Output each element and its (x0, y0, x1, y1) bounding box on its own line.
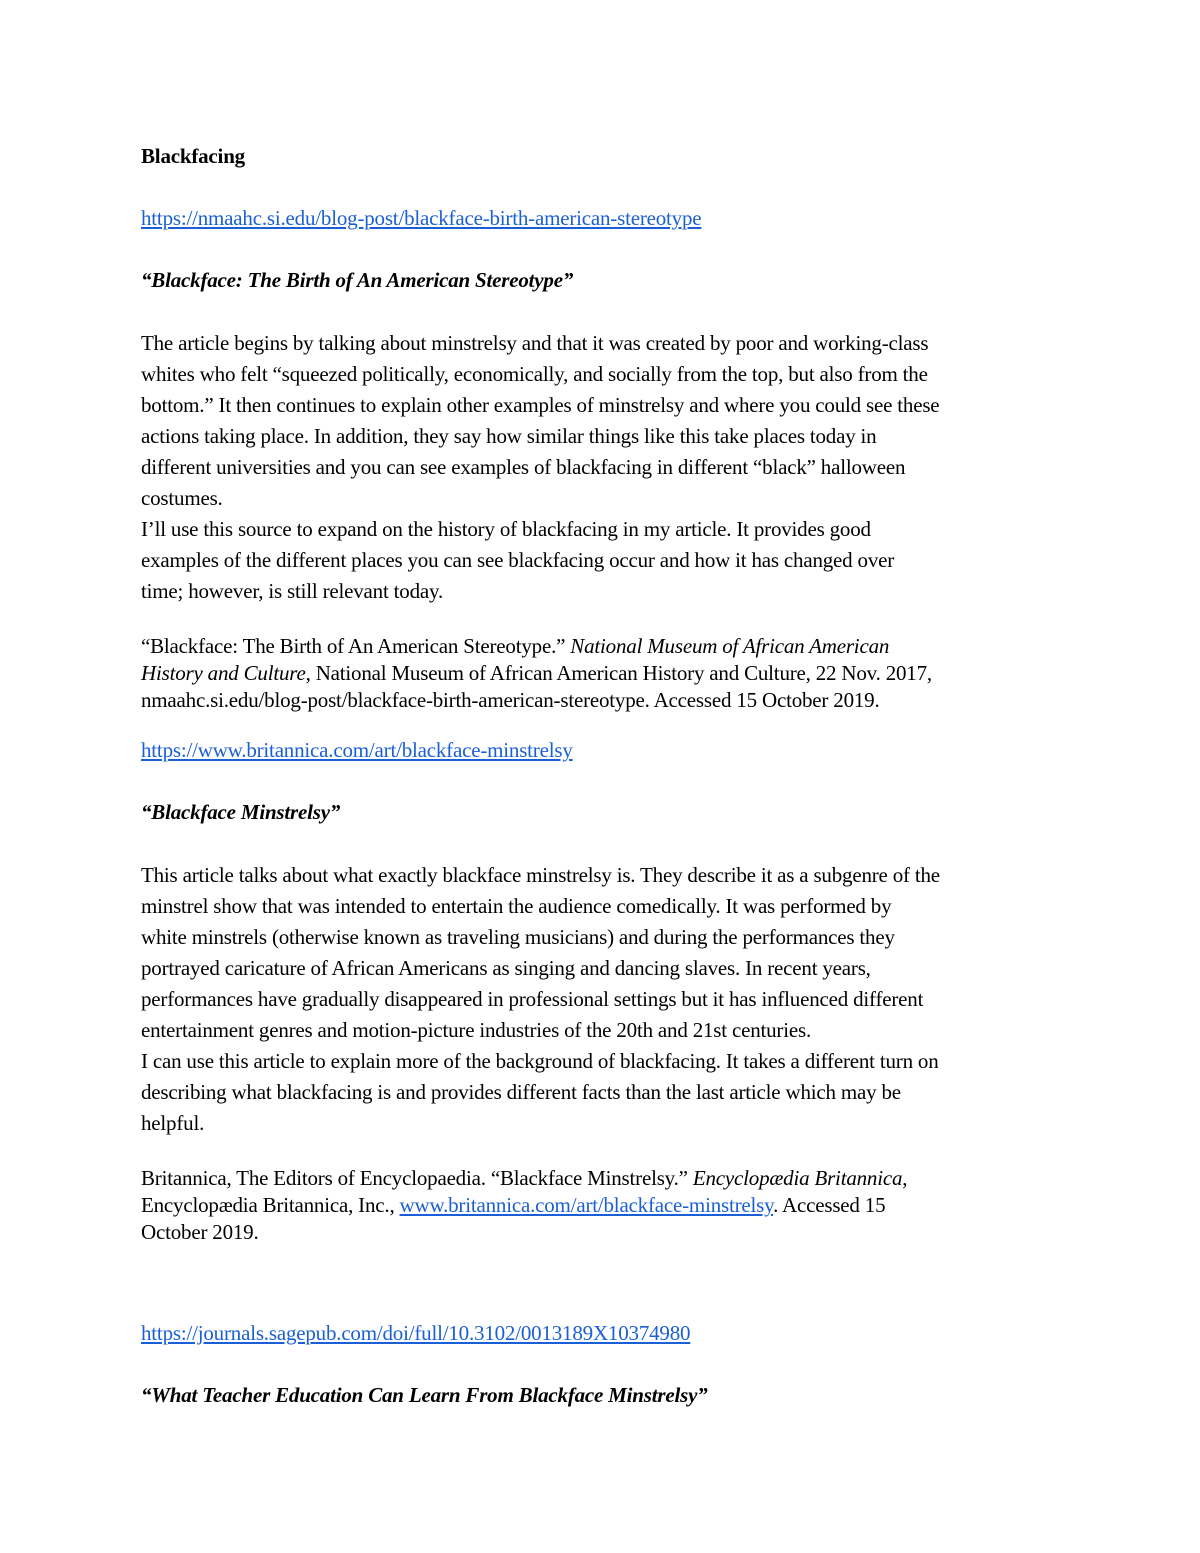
summary-line: helpful. (141, 1111, 205, 1135)
article-title: “Blackface Minstrelsy” (141, 800, 341, 824)
citation-publication: National Museum of African American (570, 634, 890, 658)
source-link-sagepub[interactable]: https://journals.sagepub.com/doi/full/10.3102/0013189X10374980 (141, 1321, 691, 1345)
article-title: “What Teacher Education Can Learn From Blackface Minstrelsy” (141, 1383, 708, 1407)
summary-line: This article talks about what exactly blackface minstrelsy is. They describe it as a subgenre of the (141, 863, 940, 887)
citation-publication: History and Culture (141, 661, 306, 685)
citation-line: Britannica, The Editors of Encyclopaedia. “Blackface Minstrelsy.” Encyclopædia Britannica, (141, 1166, 908, 1190)
citation-line: “Blackface: The Birth of An American Stereotype.” National Museum of African American (141, 634, 890, 658)
citation-line: Encyclopædia Britannica, Inc., www.britannica.com/art/blackface-minstrelsy. Accessed 15 (141, 1193, 886, 1217)
summary-line: examples of the different places you can see blackfacing occur and how it has changed over (141, 548, 895, 572)
summary-line: I can use this article to explain more of the background of blackfacing. It takes a different turn on (141, 1049, 939, 1073)
summary-line: The article begins by talking about minstrelsy and that it was created by poor and working-class (141, 331, 929, 355)
summary-line: costumes. (141, 486, 223, 510)
summary-line: entertainment genres and motion-picture industries of the 20th and 21st centuries. (141, 1018, 811, 1042)
source-link-container (141, 740, 573, 761)
citation-publication: Encyclopædia Britannica (692, 1166, 903, 1190)
summary-line: different universities and you can see examples of blackfacing in different “black” halloween (141, 455, 906, 479)
summary-line: performances have gradually disappeared in professional settings but it has influenced different (141, 987, 924, 1011)
citation-line: October 2019. (141, 1220, 259, 1244)
summary-line: describing what blackfacing is and provides different facts than the last article which may be (141, 1080, 901, 1104)
document-heading: Blackfacing (141, 144, 245, 168)
summary-line: portrayed caricature of African Americans as singing and dancing slaves. In recent years, (141, 956, 871, 980)
summary-line: whites who felt “squeezed politically, economically, and socially from the top, but also from the (141, 362, 928, 386)
summary-line: bottom.” It then continues to explain other examples of minstrelsy and where you could see these (141, 393, 940, 417)
summary-line: I’ll use this source to expand on the history of blackfacing in my article. It provides good (141, 517, 871, 541)
summary-line: time; however, is still relevant today. (141, 579, 444, 603)
source-link-britannica[interactable]: https://www.britannica.com/art/blackface-minstrelsy (141, 738, 573, 762)
source-link-container (141, 1323, 690, 1344)
source-link-container (141, 208, 701, 229)
article-title: “Blackface: The Birth of An American Stereotype” (141, 268, 574, 292)
citation-link-britannica[interactable]: www.britannica.com/art/blackface-minstrelsy (399, 1193, 774, 1217)
summary-line: white minstrels (otherwise known as traveling musicians) and during the performances they (141, 925, 895, 949)
citation-line: History and Culture, National Museum of African American History and Culture, 22 Nov. 2017, (141, 661, 932, 685)
citation-line: nmaahc.si.edu/blog-post/blackface-birth-american-stereotype. Accessed 15 October 2019. (141, 688, 880, 712)
summary-line: minstrel show that was intended to entertain the audience comedically. It was performed by (141, 894, 892, 918)
source-link-nmaahc[interactable]: https://nmaahc.si.edu/blog-post/blackface-birth-american-stereotype (141, 206, 702, 230)
summary-line: actions taking place. In addition, they say how similar things like this take places today in (141, 424, 877, 448)
